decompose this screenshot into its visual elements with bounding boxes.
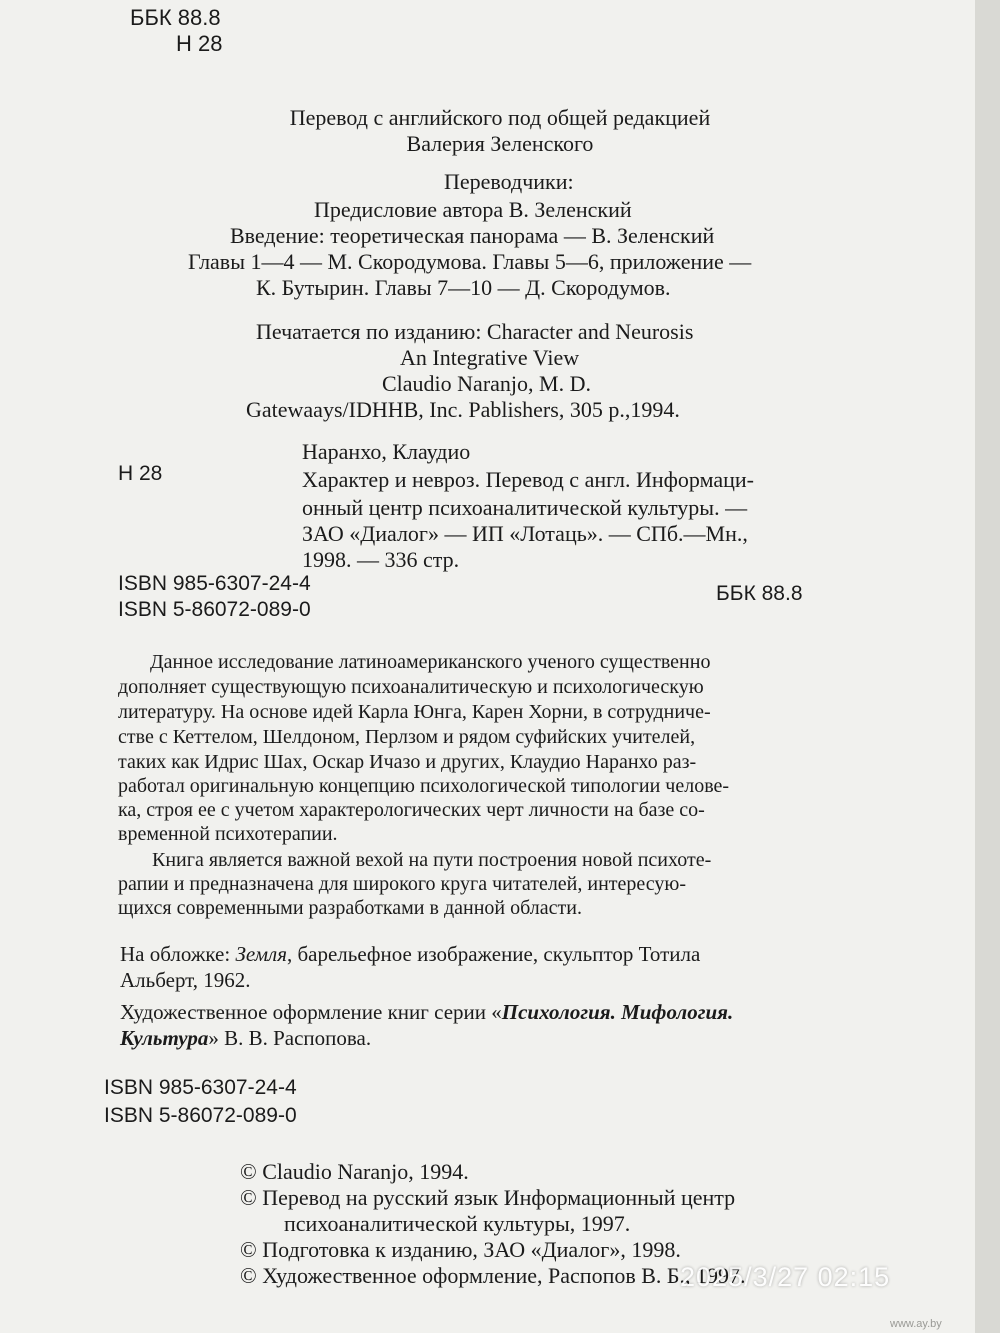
translation-line-2: Валерия Зеленского	[406, 131, 594, 156]
abstract-line: работал оригинальную концепцию психологической типологии челове-	[118, 775, 730, 797]
translators-line: Введение: теоретическая панорама — В. Зеленский	[230, 223, 715, 248]
cover-credit-rest: , барельефное изображение, скульптор Тотила	[286, 942, 701, 966]
catalog-desc-line: онный центр психоаналитической культуры. —	[302, 495, 748, 520]
original-edition-line: An Integrative View	[400, 345, 580, 370]
catalog-desc-line: ЗАО «Диалог» — ИП «Лотаць». — СПб.—Мн.,	[302, 521, 748, 546]
abstract-line: Книга является важной вехой на пути построения новой психоте-	[152, 849, 712, 871]
design-credit-line-2	[120, 1026, 371, 1050]
design-series-a: Психология. Мифология.	[501, 1000, 734, 1024]
abstract-line: таких как Идрис Шах, Оскар Ичазо и других, Клаудио Наранхо раз-	[118, 751, 697, 773]
copyright-line: © Перевод на русский язык Информационный центр	[240, 1185, 736, 1210]
translators-title: Переводчики:	[444, 169, 574, 194]
catalog-desc-line: Характер и невроз. Перевод с англ. Информаци-	[302, 467, 754, 492]
abstract-line: литературу. На основе идей Карла Юнга, Карен Хорни, в сотрудниче-	[118, 701, 711, 723]
watermark: www.ay.by	[890, 1318, 942, 1330]
translators-line: Главы 1—4 — М. Скородумова. Главы 5—6, приложение —	[188, 249, 752, 274]
catalog-author-code: Н 28	[118, 462, 163, 485]
abstract-line: рапии и предназначена для широкого круга читателей, интересую-	[118, 873, 686, 895]
catalog-isbn-2: ISBN 5-86072-089-0	[118, 598, 311, 621]
translators-line: Предисловие автора В. Зеленский	[314, 197, 632, 222]
bbk-header: ББК 88.8	[130, 5, 221, 30]
translators-line: К. Бутырин. Главы 7—10 — Д. Скородумов.	[256, 275, 671, 300]
page-edge	[975, 0, 1000, 1333]
design-credit-line-1	[120, 1000, 733, 1024]
catalog-desc-line: 1998. — 336 стр.	[302, 547, 460, 572]
abstract-line: дополняет существующую психоаналитическую и психологическую	[118, 676, 704, 698]
copyright-line: © Claudio Naranjo, 1994.	[240, 1159, 469, 1184]
abstract-line: ка, строя ее с учетом характерологических черт личности на базе со-	[118, 799, 705, 821]
design-prefix: Художественное оформление книг серии «	[120, 1000, 502, 1024]
abstract-line: временной психотерапии.	[118, 823, 338, 845]
abstract-line: щихся современными разработками в данной области.	[118, 897, 582, 919]
original-edition-line: Claudio Naranjo, M. D.	[382, 371, 591, 396]
copyright-line: © Художественное оформление, Распопов В. Б., 1997.	[240, 1263, 746, 1288]
cover-prefix: На обложке:	[120, 942, 231, 966]
design-series-b: Культура	[120, 1026, 209, 1050]
isbn-block-2: ISBN 5-86072-089-0	[104, 1104, 297, 1127]
cover-artwork-title: Земля	[235, 942, 287, 966]
catalog-bbk: ББК 88.8	[716, 582, 803, 605]
abstract-line: стве с Кеттелом, Шелдоном, Перлзом и рядом суфийских учителей,	[118, 726, 696, 748]
abstract-line: Данное исследование латиноамериканского ученого существенно	[150, 651, 711, 673]
author-code-header: Н 28	[176, 31, 223, 56]
copyright-line: психоаналитической культуры, 1997.	[284, 1211, 631, 1236]
design-suffix: » В. В. Распопова.	[208, 1026, 372, 1050]
copyright-line: © Подготовка к изданию, ЗАО «Диалог», 1998.	[240, 1237, 681, 1262]
catalog-author: Наранхо, Клаудио	[302, 439, 471, 464]
photo-timestamp: 2025/3/27 02:15	[680, 1262, 891, 1292]
original-edition-line: Gatewaays/IDHHB, Inc. Pablishers, 305 p.,1994.	[246, 397, 680, 422]
cover-credit-line-2: Альберт, 1962.	[120, 968, 251, 992]
translation-line-1: Перевод с английского под общей редакцией	[289, 105, 711, 130]
cover-credit-line-1	[120, 942, 700, 966]
original-edition-line: Печатается по изданию: Character and Neurosis	[256, 319, 694, 344]
isbn-block-1: ISBN 985-6307-24-4	[104, 1076, 297, 1099]
catalog-isbn-1: ISBN 985-6307-24-4	[118, 572, 311, 595]
